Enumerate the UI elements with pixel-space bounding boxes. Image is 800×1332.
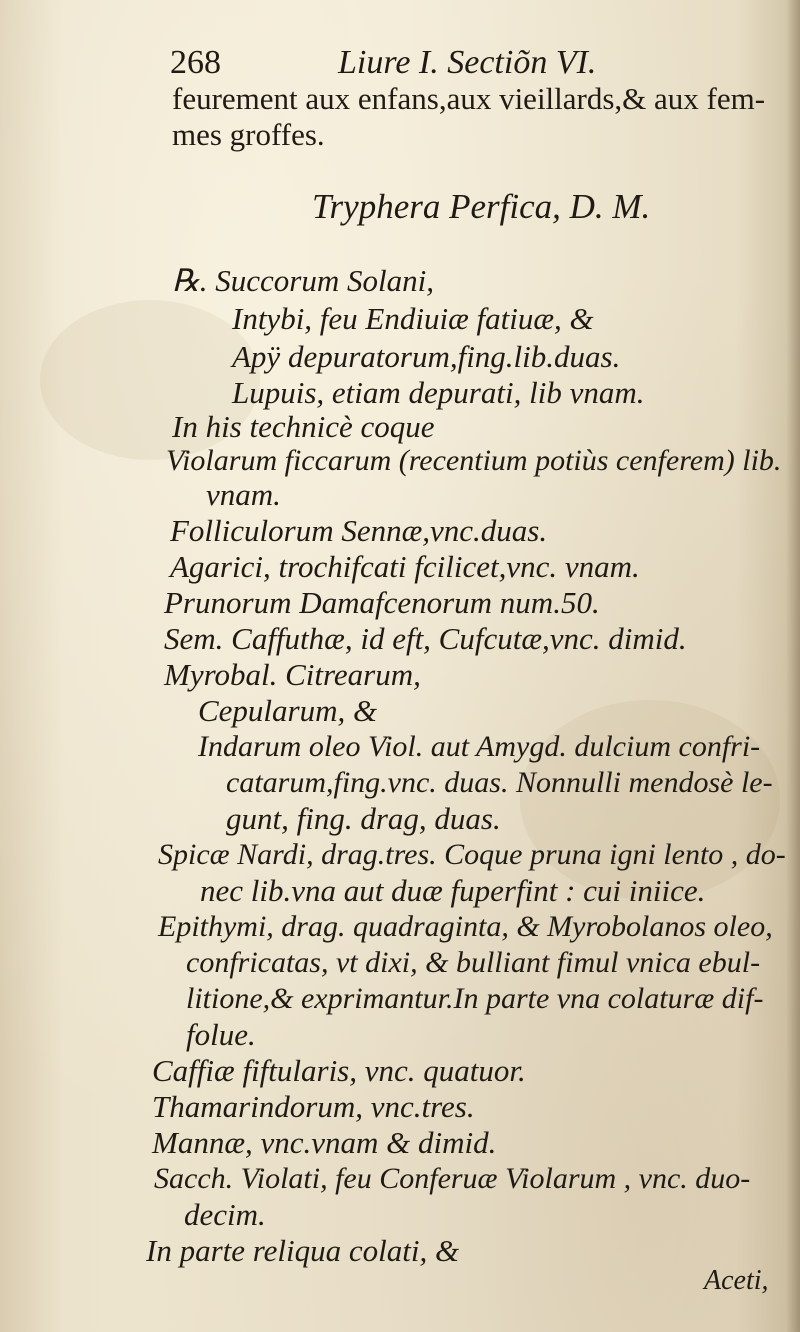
running-title: Liure I. Sectiõn VI.: [338, 44, 597, 81]
text-line: Spicæ Nardi, drag.tres. Coque pruna igni lento , do-: [158, 838, 786, 871]
text-line: Prunorum Damafcenorum num.50.: [164, 585, 600, 620]
text-line: Sem. Caffuthæ, id eft, Cufcutæ,vnc. dimid.: [164, 621, 687, 656]
text-line: Intybi, feu Endiuiæ fatiuæ, &: [232, 301, 594, 336]
text-line: Apÿ depuratorum,fing.lib.duas.: [232, 339, 621, 374]
text-line: catarum,fing.vnc. duas. Nonnulli mendosè le-: [226, 766, 773, 799]
text-line: Indarum oleo Viol. aut Amygd. dulcium confri-: [198, 730, 761, 763]
text-line: folue.: [186, 1017, 256, 1052]
recipe-heading: Tryphera Perfica, D. M.: [312, 187, 651, 226]
text-line: mes groffes.: [172, 117, 325, 152]
page-number: 268: [170, 44, 221, 81]
text-line: In parte reliqua colati, &: [146, 1233, 460, 1268]
text-line: Cepularum, &: [198, 693, 378, 728]
text-line: Caffiæ fiftularis, vnc. quatuor.: [152, 1053, 526, 1088]
text-line: Violarum ficcarum (recentium potiùs cenferem) lib.: [166, 444, 782, 477]
text-line: Myrobal. Citrearum,: [164, 657, 421, 692]
text-line: Mannæ, vnc.vnam & dimid.: [152, 1125, 497, 1160]
page-edge-shadow: [786, 0, 800, 1332]
text-line: Epithymi, drag. quadraginta, & Myrobolanos oleo,: [158, 910, 773, 943]
text-line: feurement aux enfans,aux vieillards,& aux fem-: [172, 81, 766, 116]
text-line: Lupuis, etiam depurati, lib vnam.: [232, 375, 645, 410]
text-line: ℞. Succorum Solani,: [172, 263, 434, 298]
text-line: decim.: [184, 1197, 266, 1232]
text-line: Folliculorum Sennæ,vnc.duas.: [170, 513, 548, 548]
text-line: litione,& exprimantur.In parte vna colaturæ dif-: [186, 982, 764, 1015]
text-line: gunt, fing. drag, duas.: [226, 801, 501, 836]
text-line: Agarici, trochifcati fcilicet,vnc. vnam.: [170, 549, 640, 584]
text-line: Thamarindorum, vnc.tres.: [152, 1089, 475, 1124]
text-line: confricatas, vt dixi, & bulliant fimul vnica ebul-: [186, 946, 761, 979]
text-line: nec lib.vna aut duæ fuperfint : cui iniice.: [200, 873, 706, 908]
catchword: Aceti,: [704, 1265, 769, 1296]
text-line: vnam.: [206, 477, 281, 512]
text-line: Sacch. Violati, feu Conferuæ Violarum , vnc. duo-: [154, 1162, 751, 1195]
text-line: In his technicè coque: [172, 409, 435, 444]
